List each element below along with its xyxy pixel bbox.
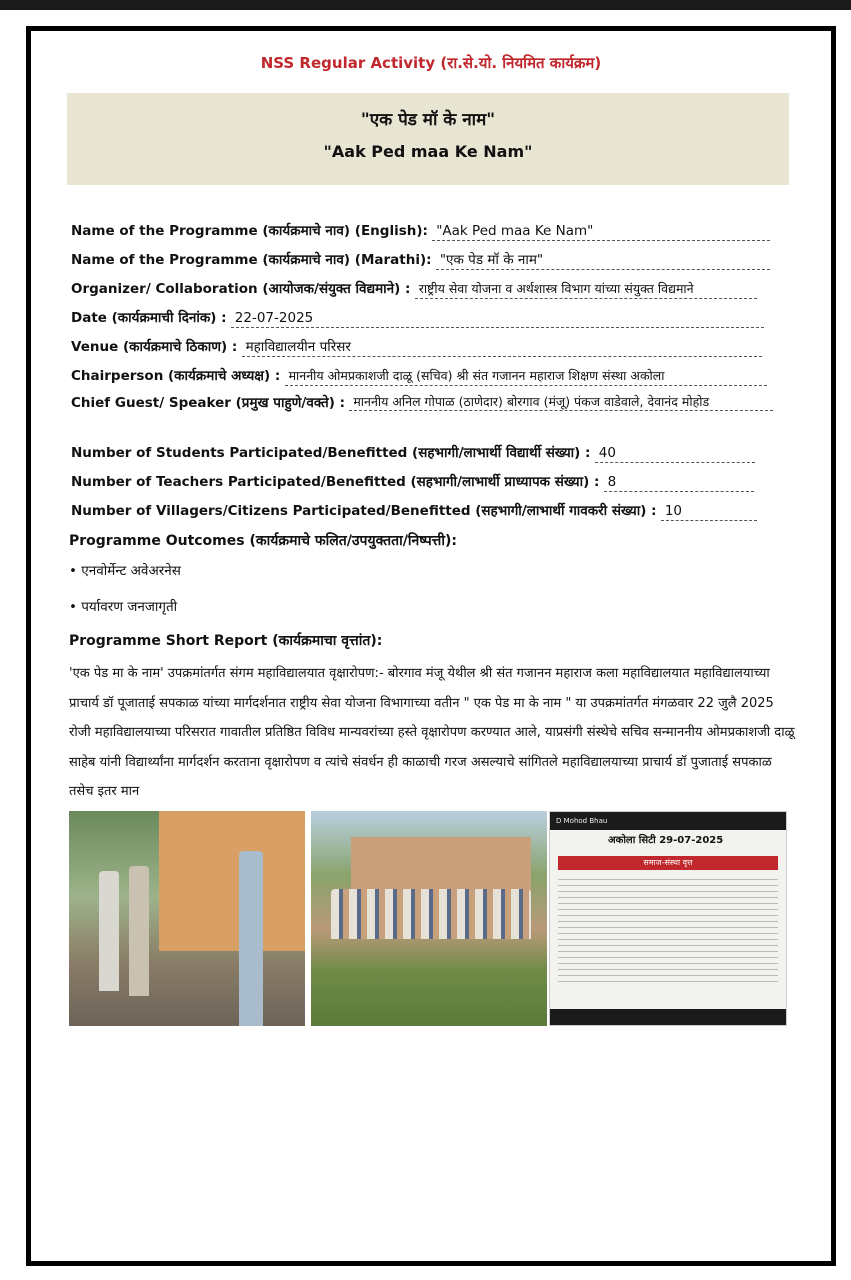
outcomes-heading: Programme Outcomes (कार्यक्रमाचे फलित/उपयुक्तता/निष्पत्ती): [69, 533, 457, 549]
field-value: राष्ट्रीय सेवा योजना व अर्थशास्त्र विभाग यांच्या संयुक्त विद्यमाने [415, 280, 757, 299]
newspaper-header: अकोला सिटी 29-07-2025 [608, 835, 724, 846]
title-banner [67, 93, 789, 185]
field-row [71, 279, 757, 299]
field-row [71, 472, 754, 492]
field-label: Number of Teachers Participated/Benefitted (सहभागी/लाभार्थी प्राध्यापक संख्या) : [71, 474, 600, 490]
field-row [71, 337, 762, 357]
news-article-text [558, 874, 778, 984]
report-heading: Programme Short Report (कार्यक्रमाचा वृत्तांत): [69, 633, 383, 649]
outcome-item: • एनवोर्मेन्ट अवेअरनेस [69, 563, 181, 579]
field-row [71, 250, 770, 270]
field-row [71, 221, 770, 241]
news-clipping-screenshot [549, 811, 787, 1026]
page-title: NSS Regular Activity (रा.से.यो. नियमित कार्यक्रम) [260, 54, 602, 72]
photo-group [311, 811, 547, 1026]
field-value: महाविद्यालयीन परिसर [242, 337, 762, 357]
phone-status-bar: D Mohod Bhau [550, 812, 786, 830]
field-value: माननीय अनिल गोपाळ (ठाणेदार) बोरगाव (मंजू) पंकज वाडेवाले, देवानंद मोहोड [349, 394, 773, 411]
report-text: 'एक पेड मा के नाम' उपक्रमांतर्गत संगम महाविद्यालयात वृक्षारोपण:- बोरगाव मंजू येथील श्री संत गजानन महाराज कला महाविद्यालयात महाविद्यालयाच्या प्राचार्य डॉ पूजाताई सपकाळ यांच्या मार्गदर्शनात राष्ट्रीय सेवा योजना विभागाच्या वतीन " एक पेड मा के नाम " या उपक्रमांतर्गत मंगळवार 22 जुलै 2025 रोजी महाविद्यालयाच्या परिसरात गावातील प्रतिष्ठित विविध मान्यवरांच्या हस्ते वृक्षारोपण करण्यात आले, याप्रसंगी संस्थेचे सचिव सन्माननीय ओमप्रकाशजी दाळू साहेब यांनी विद्यार्थ्यांना मार्गदर्शन करताना वृक्षारोपण व त्यांचे संवर्धन ही काळाची गरज असल्याचे सांगितले महाविद्यालयाच्या प्राचार्य डॉ पुजाताई सपकाळ तसेच इतर मान [69, 666, 795, 799]
outcome-item: • पर्यावरण जनजागृती [69, 599, 178, 615]
title-english: "Aak Ped maa Ke Nam" [323, 142, 533, 161]
document-frame [26, 26, 836, 1266]
field-row [71, 308, 764, 328]
field-label: Number of Villagers/Citizens Participated/Benefitted (सहभागी/लाभार्थी गावकरी संख्या) : [71, 503, 657, 519]
phone-nav-bar [550, 1009, 786, 1025]
field-label: Name of the Programme (कार्यक्रमाचे नाव) (English): [71, 223, 428, 239]
field-label: Name of the Programme (कार्यक्रमाचे नाव) (Marathi): [71, 252, 432, 268]
news-section-band: समाज-संस्था वृत्त [558, 856, 778, 870]
field-value: 22-07-2025 [231, 310, 764, 328]
title-hindi: "एक पेड मॉ के नाम" [360, 110, 496, 130]
top-edge-bar [0, 0, 851, 10]
field-row [71, 393, 773, 411]
field-label: Chairperson (कार्यक्रमाचे अध्यक्ष) : [71, 368, 281, 384]
field-row [71, 501, 757, 521]
field-label: Chief Guest/ Speaker (प्रमुख पाहुणे/वक्ते) : [71, 395, 346, 411]
field-value: "Aak Ped maa Ke Nam" [432, 223, 770, 241]
field-label: Date (कार्यक्रमाची दिनांक) : [71, 310, 227, 326]
field-value: "एक पेड मॉ के नाम" [436, 250, 770, 270]
field-value: माननीय ओमप्रकाशजी दाळू (सचिव) श्री संत गजानन महाराज शिक्षण संस्था अकोला [285, 367, 767, 386]
field-label: Venue (कार्यक्रमाचे ठिकाण) : [71, 339, 238, 355]
field-value: 8 [604, 474, 754, 492]
field-label: Number of Students Participated/Benefitted (सहभागी/लाभार्थी विद्यार्थी संख्या) : [71, 445, 591, 461]
field-label: Organizer/ Collaboration (आयोजक/संयुक्त विद्यमाने) : [71, 281, 411, 297]
field-row [71, 366, 767, 386]
field-value: 40 [595, 445, 755, 463]
field-row [71, 443, 755, 463]
field-value: 10 [661, 503, 757, 521]
photo-tree-planting [69, 811, 305, 1026]
